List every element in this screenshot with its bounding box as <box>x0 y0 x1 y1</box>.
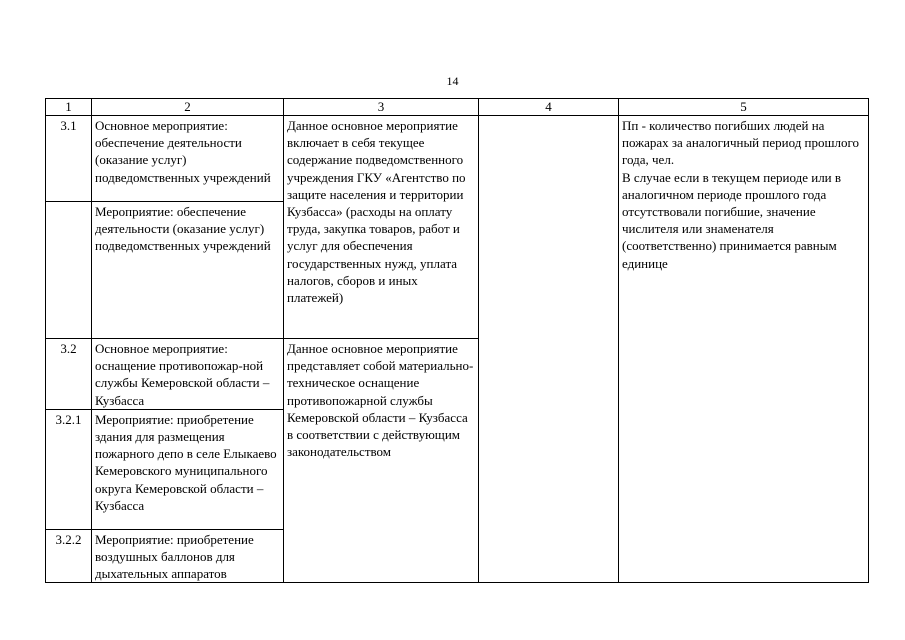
measure-name: Основное мероприятие: обеспечение деятельности (оказание услуг) подведомственных учреждений <box>92 116 284 202</box>
column-4-cell <box>479 116 619 583</box>
measure-name: Мероприятие: приобретение воздушных баллонов для дыхательных аппаратов <box>92 529 284 583</box>
measure-name: Мероприятие: приобретение здания для размещения пожарного депо в селе Елыкаево Кемеровского муниципального округа Кемеровской области – Кузбасса <box>92 409 284 529</box>
measure-name: Мероприятие: обеспечение деятельности (оказание услуг) подведомственных учреждений <box>92 202 284 339</box>
page-number: 14 <box>446 74 459 88</box>
header-col-5: 5 <box>619 99 869 116</box>
table-row <box>46 116 869 202</box>
header-col-1: 1 <box>46 99 92 116</box>
header-col-3: 3 <box>284 99 479 116</box>
measure-description: Данное основное мероприятие включает в себя текущее содержание подведомственного учреждения ГКУ «Агентство по защите населения и территории Кузбасса» (расходы на оплату труда, закупка товаров, работ и услуг для обеспечения государственных нужд, уплата налогов, сборов и иных платежей) <box>284 116 479 339</box>
row-number: 3.2.2 <box>46 529 92 583</box>
row-number: 3.1 <box>46 116 92 202</box>
header-col-2: 2 <box>92 99 284 116</box>
row-number <box>46 202 92 339</box>
row-number: 3.2 <box>46 339 92 410</box>
header-col-4: 4 <box>479 99 619 116</box>
indicator-description: Пп - количество погибших людей на пожарах за аналогичный период прошлого года, чел. В случае если в текущем периоде или в аналогичном периоде прошлого года отсутствовали погибшие, значение числителя или знаменателя (соответственно) принимается равным единице <box>619 116 869 583</box>
row-number: 3.2.1 <box>46 409 92 529</box>
measures-table <box>45 98 869 583</box>
table-header-row <box>46 99 869 116</box>
measure-name: Основное мероприятие: оснащение противопожар-ной службы Кемеровской области – Кузбасса <box>92 339 284 410</box>
measure-description: Данное основное мероприятие представляет собой материально-техническое оснащение противопожарной службы Кемеровской области – Кузбасса в соответствии с действующим законодательством <box>284 339 479 583</box>
